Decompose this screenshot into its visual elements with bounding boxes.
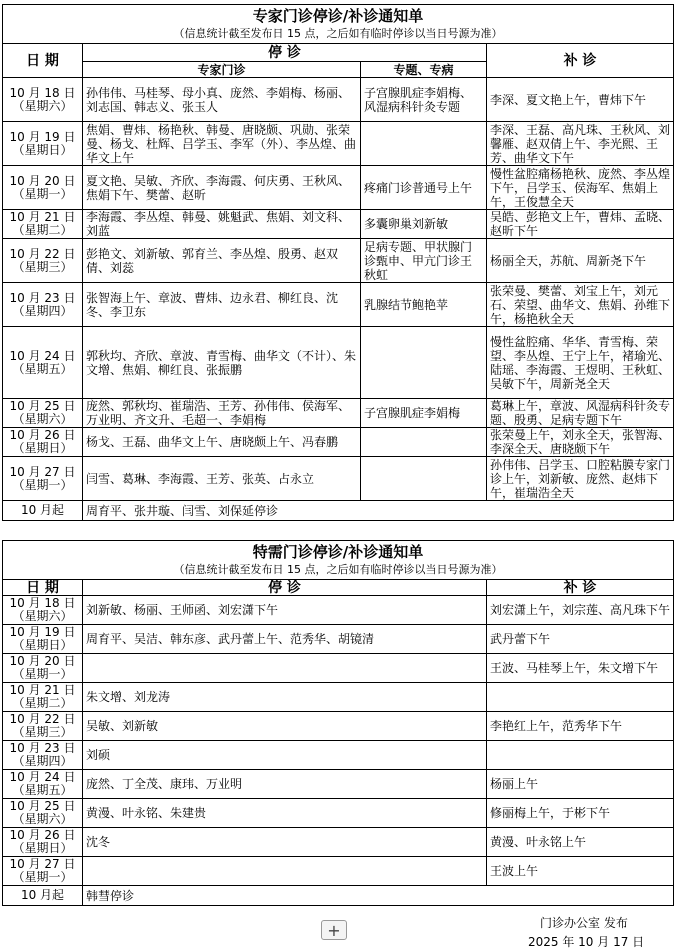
row-date xyxy=(3,210,83,239)
table-row xyxy=(3,428,674,457)
row-date xyxy=(3,457,83,501)
makeup-cell: 黄漫、叶永铭上午 xyxy=(487,828,674,857)
row-date-label: 10 月起 xyxy=(3,501,83,521)
makeup-cell: 孙伟伟、吕学玉、口腔粘膜专家门诊上午，刘新敏、庞然、赵炜下午，崔瑞浩全天 xyxy=(487,457,674,501)
table-row xyxy=(3,457,674,501)
stop-cell: 周育平、吴洁、韩东彦、武丹蕾上午、范秀华、胡镜清 xyxy=(83,625,487,654)
publisher: 门诊办公室 发布 xyxy=(540,916,628,930)
date-text: 10 月 26 日 xyxy=(9,428,76,442)
stop-cell: 刘硕 xyxy=(83,741,487,770)
stop-cell: 朱文增、刘龙涛 xyxy=(83,683,487,712)
makeup-cell: 武丹蕾下午 xyxy=(487,625,674,654)
weekday-text: （星期一） xyxy=(12,667,73,681)
expand-button[interactable] xyxy=(321,920,347,940)
makeup-cell: 杨丽全天，苏航、周新尧下午 xyxy=(487,239,674,283)
makeup-cell: 张荣曼上午，刘永全天，张智海、李深全天、唐晓颇下午 xyxy=(487,428,674,457)
date-text: 10 月 18 日 xyxy=(9,85,76,100)
table-row xyxy=(3,828,674,857)
weekday-text: （星期三） xyxy=(12,725,73,739)
date-text: 10 月 22 日 xyxy=(9,246,76,261)
table-row xyxy=(3,886,674,906)
special-stop-cell xyxy=(361,122,487,166)
table-row xyxy=(3,770,674,799)
table-row xyxy=(3,78,674,122)
row-date xyxy=(3,166,83,210)
date-text: 10 月 20 日 xyxy=(9,654,76,668)
col-makeup-header: 补 诊 xyxy=(487,580,674,596)
weekday-text: （星期三） xyxy=(12,259,73,274)
makeup-cell: 张荣曼、樊蕾、刘宝上午，刘元石、荣望、曲华文、焦娟、孙维下午，杨艳秋全天 xyxy=(487,283,674,327)
row-date xyxy=(3,428,83,457)
table-row xyxy=(3,122,674,166)
expert-stop-cell: 夏文艳、吴敏、齐欣、李海霞、何庆勇、王秋风、焦娟下午、樊蕾、赵昕 xyxy=(83,166,361,210)
special-stop-cell xyxy=(361,457,487,501)
plus-icon: + xyxy=(327,921,341,940)
table-row xyxy=(3,166,674,210)
row-date xyxy=(3,683,83,712)
date-text: 10 月 24 日 xyxy=(9,770,76,784)
row-date xyxy=(3,399,83,428)
expert-stop-cell: 庞然、郭秋均、崔瑞浩、王芳、孙伟伟、侯海军、万业明、齐文升、毛超一、李娟梅 xyxy=(83,399,361,428)
date-text: 10 月 26 日 xyxy=(9,828,76,842)
date-text: 10 月 24 日 xyxy=(9,348,76,363)
date-text: 10 月 27 日 xyxy=(9,857,76,871)
row-date xyxy=(3,122,83,166)
special-title-block xyxy=(3,541,674,580)
makeup-cell: 李艳红上午，范秀华下午 xyxy=(487,712,674,741)
weekday-text: （星期日） xyxy=(12,841,73,855)
special-stop-cell: 乳腺结节鲍艳苹 xyxy=(361,283,487,327)
row-date xyxy=(3,857,83,886)
row-date-label: 10 月起 xyxy=(3,886,83,906)
special-stop-cell xyxy=(361,428,487,457)
expert-title-block xyxy=(3,5,674,44)
expert-stop-cell: 杨戈、王磊、曲华文上午、唐晓颇上午、冯春鹏 xyxy=(83,428,361,457)
col-expert-header: 专家门诊 xyxy=(83,62,361,78)
row-date xyxy=(3,327,83,399)
table-row xyxy=(3,501,674,521)
makeup-cell: 慢性盆腔痛、华华、青雪梅、荣望、李丛煌、王宁上午，褚瑜光、陆瑶、李海霞、王煜明、王秋虹、吴敏下午，周新尧全天 xyxy=(487,327,674,399)
weekday-text: （星期五） xyxy=(12,783,73,797)
weekday-text: （星期二） xyxy=(12,223,73,237)
weekday-text: （星期六） xyxy=(12,609,73,623)
date-text: 10 月 22 日 xyxy=(9,712,76,726)
row-date xyxy=(3,741,83,770)
expert-stop-cell: 闫雪、葛琳、李海霞、王芳、张英、占永立 xyxy=(83,457,361,501)
weekday-text: （星期一） xyxy=(12,870,73,884)
expert-stop-cell: 郭秋均、齐欣、章波、青雪梅、曲华文（不计）、朱文增、焦娟、柳红良、张振鹏 xyxy=(83,327,361,399)
col-stop-header: 停 诊 xyxy=(83,44,487,62)
date-text: 10 月 25 日 xyxy=(9,399,76,413)
col-stop-header: 停 诊 xyxy=(83,580,487,596)
row-date xyxy=(3,596,83,625)
date-text: 10 月 21 日 xyxy=(9,683,76,697)
weekday-text: （星期四） xyxy=(12,754,73,768)
col-date-header: 日 期 xyxy=(3,44,83,78)
date-text: 10 月 21 日 xyxy=(9,210,76,224)
expert-stop-cell: 张智海上午、章波、曹炜、边永君、柳红良、沈冬、李卫东 xyxy=(83,283,361,327)
expert-stop-cell: 彭艳文、刘新敏、郭育兰、李丛煌、殷勇、赵双倩、刘蕊 xyxy=(83,239,361,283)
makeup-cell: 葛琳上午，章波、风湿病科针灸专题、殷勇、足病专题下午 xyxy=(487,399,674,428)
weekday-text: （星期四） xyxy=(12,303,73,318)
makeup-cell xyxy=(487,683,674,712)
row-note: 周育平、张井璇、闫雪、刘保延停诊 xyxy=(83,501,674,521)
makeup-cell xyxy=(487,741,674,770)
expert-stop-cell: 李海霞、李丛煌、韩曼、姚魁武、焦娟、刘文科、刘蓝 xyxy=(83,210,361,239)
stop-cell xyxy=(83,654,487,683)
stop-cell: 沈冬 xyxy=(83,828,487,857)
table-row xyxy=(3,283,674,327)
date-text: 10 月 20 日 xyxy=(9,173,76,188)
row-date xyxy=(3,712,83,741)
table-row xyxy=(3,625,674,654)
table-row xyxy=(3,741,674,770)
makeup-cell: 李深、王磊、高凡珠、王秋风、刘馨雁、赵双倩上午、李光熙、王芳、曲华文下午 xyxy=(487,122,674,166)
makeup-cell: 修丽梅上午，于彬下午 xyxy=(487,799,674,828)
stop-cell: 黄漫、叶永铭、朱建贵 xyxy=(83,799,487,828)
makeup-cell: 吴皓、彭艳文上午，曹炜、孟晓、赵昕下午 xyxy=(487,210,674,239)
table-row xyxy=(3,239,674,283)
expert-title: 专家门诊停诊/补诊通知单 xyxy=(252,7,424,25)
special-title: 特需门诊停诊/补诊通知单 xyxy=(252,543,424,561)
table-row xyxy=(3,712,674,741)
col-special-header: 专题、专病 xyxy=(361,62,487,78)
weekday-text: （星期日） xyxy=(12,441,73,455)
makeup-cell: 王波上午 xyxy=(487,857,674,886)
weekday-text: （星期日） xyxy=(12,638,73,652)
weekday-text: （星期二） xyxy=(12,696,73,710)
row-date xyxy=(3,770,83,799)
special-stop-cell: 足病专题、甲状腺门诊甄申、甲亢门诊王秋虹 xyxy=(361,239,487,283)
row-date xyxy=(3,78,83,122)
row-date xyxy=(3,625,83,654)
weekday-text: （星期六） xyxy=(12,412,73,426)
weekday-text: （星期六） xyxy=(12,98,73,113)
weekday-text: （星期六） xyxy=(12,812,73,826)
date-text: 10 月 19 日 xyxy=(9,625,76,639)
weekday-text: （星期五） xyxy=(12,361,73,376)
makeup-cell: 慢性盆腔痛杨艳秋、庞然、李丛煌下午，吕学玉、侯海军、焦娟上午，王俊慧全天 xyxy=(487,166,674,210)
row-date xyxy=(3,283,83,327)
table-row xyxy=(3,210,674,239)
publish-date: 2025 年 10 月 17 日 xyxy=(528,935,645,949)
special-notice-table xyxy=(2,540,674,906)
weekday-text: （星期一） xyxy=(12,186,73,201)
special-stop-cell xyxy=(361,327,487,399)
row-date xyxy=(3,654,83,683)
col-makeup-header: 补 诊 xyxy=(487,44,674,78)
table-row xyxy=(3,857,674,886)
makeup-cell: 王波、马桂琴上午，朱文增下午 xyxy=(487,654,674,683)
special-stop-cell: 疼痛门诊普通号上午 xyxy=(361,166,487,210)
stop-cell xyxy=(83,857,487,886)
stop-cell: 庞然、丁全茂、康玮、万业明 xyxy=(83,770,487,799)
row-date xyxy=(3,799,83,828)
special-note: （信息统计截至发布日 15 点，之后如有临时停诊以当日号源为准） xyxy=(173,563,503,576)
makeup-cell: 李深、夏文艳上午，曹炜下午 xyxy=(487,78,674,122)
makeup-cell: 刘宏潇上午，刘宗莲、高凡珠下午 xyxy=(487,596,674,625)
expert-stop-cell: 焦娟、曹炜、杨艳秋、韩曼、唐晓颇、巩勋、张荣曼、杨戈、杜辉、吕学玉、李军（外）、李丛煌、曲华文上午 xyxy=(83,122,361,166)
makeup-cell: 杨丽上午 xyxy=(487,770,674,799)
stop-cell: 刘新敏、杨丽、王师函、刘宏潇下午 xyxy=(83,596,487,625)
date-text: 10 月 27 日 xyxy=(9,464,76,479)
row-date xyxy=(3,828,83,857)
table-row xyxy=(3,596,674,625)
expert-notice-table xyxy=(2,4,674,521)
expert-stop-cell: 孙伟伟、马桂琴、母小真、庞然、李娟梅、杨丽、刘志国、韩志义、张玉人 xyxy=(83,78,361,122)
col-date-header: 日 期 xyxy=(3,580,83,596)
row-note: 韩彗停诊 xyxy=(83,886,674,906)
expert-note: （信息统计截至发布日 15 点，之后如有临时停诊以当日号源为准） xyxy=(173,27,503,40)
special-stop-cell: 子宫腺肌症李娟梅、风湿病科针灸专题 xyxy=(361,78,487,122)
table-row xyxy=(3,327,674,399)
table-row xyxy=(3,683,674,712)
weekday-text: （星期一） xyxy=(12,477,73,492)
special-stop-cell: 多囊卵巢刘新敏 xyxy=(361,210,487,239)
table-row xyxy=(3,399,674,428)
date-text: 10 月 18 日 xyxy=(9,596,76,610)
date-text: 10 月 19 日 xyxy=(9,129,76,144)
special-stop-cell: 子宫腺肌症李娟梅 xyxy=(361,399,487,428)
row-date xyxy=(3,239,83,283)
weekday-text: （星期日） xyxy=(12,142,73,157)
date-text: 10 月 25 日 xyxy=(9,799,76,813)
table-row xyxy=(3,654,674,683)
date-text: 10 月 23 日 xyxy=(9,741,76,755)
table-row xyxy=(3,799,674,828)
date-text: 10 月 23 日 xyxy=(9,290,76,305)
stop-cell: 吴敏、刘新敏 xyxy=(83,712,487,741)
